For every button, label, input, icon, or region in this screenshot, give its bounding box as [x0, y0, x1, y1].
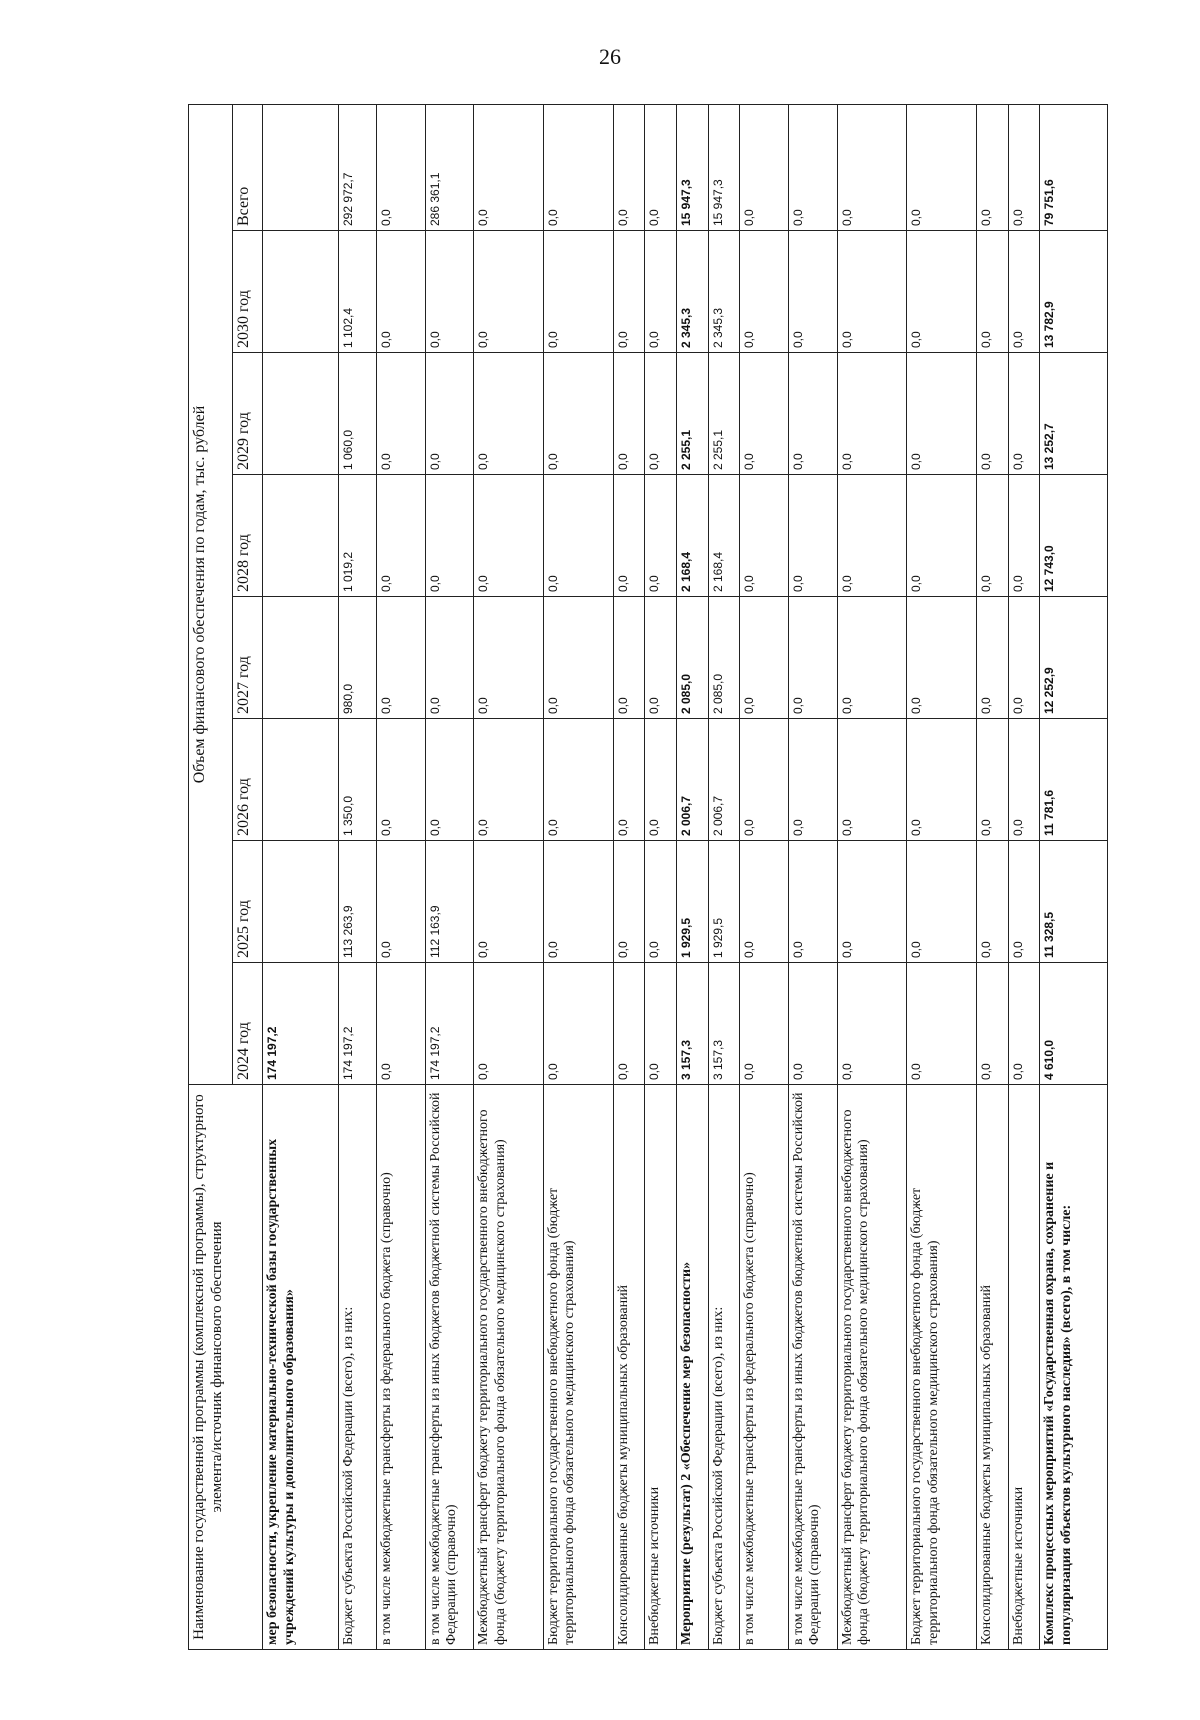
financing-table: [188, 104, 1108, 1650]
cell-value: 2 006,7: [708, 719, 740, 841]
cell-value: 0,0: [543, 475, 613, 597]
cell-value: [263, 231, 339, 353]
row-name: Бюджет территориального государственного внебюджетного фонда (бюджет территориального фонда обязательного медицинского страхования): [907, 1085, 977, 1650]
cell-value: 11 328,5: [1040, 841, 1108, 963]
table-row: [708, 104, 740, 1649]
cell-total: 0,0: [377, 104, 426, 230]
cell-value: 0,0: [837, 719, 907, 841]
table-row: [1008, 104, 1040, 1649]
cell-value: 0,0: [788, 353, 837, 475]
cell-value: 0,0: [788, 719, 837, 841]
cell-value: 0,0: [377, 719, 426, 841]
header-name-column: Наименование государственной программы (комплексной программы), структурного элемента/источник финансового обеспечения: [189, 1085, 263, 1650]
cell-value: 0,0: [474, 231, 544, 353]
table-row: [740, 104, 789, 1649]
cell-value: 0,0: [377, 963, 426, 1085]
cell-value: 11 781,6: [1040, 719, 1108, 841]
cell-total: 0,0: [645, 104, 677, 230]
table-row: [425, 104, 474, 1649]
cell-value: 0,0: [788, 231, 837, 353]
cell-value: 0,0: [1008, 719, 1040, 841]
table-row: [837, 104, 907, 1649]
cell-value: 1 060,0: [339, 353, 377, 475]
cell-value: 0,0: [788, 963, 837, 1085]
row-name: Консолидированные бюджеты муниципальных образований: [976, 1085, 1008, 1650]
header-year: 2024 год: [233, 963, 263, 1085]
row-name: Бюджет территориального государственного внебюджетного фонда (бюджет территориального фонда обязательного медицинского страхования): [543, 1085, 613, 1650]
cell-value: 0,0: [1008, 841, 1040, 963]
cell-value: 0,0: [907, 597, 977, 719]
cell-value: [263, 841, 339, 963]
cell-total: 0,0: [474, 104, 544, 230]
cell-value: 1 102,4: [339, 231, 377, 353]
cell-value: [263, 353, 339, 475]
table-row: [677, 104, 709, 1649]
row-name: Консолидированные бюджеты муниципальных образований: [613, 1085, 645, 1650]
cell-value: 0,0: [837, 353, 907, 475]
row-name: в том числе межбюджетные трансферты из иных бюджетов бюджетной системы Российской Федерации (справочно): [425, 1085, 474, 1650]
cell-value: 0,0: [907, 719, 977, 841]
cell-value: [263, 597, 339, 719]
cell-value: 0,0: [613, 597, 645, 719]
cell-value: 0,0: [377, 597, 426, 719]
cell-value: 0,0: [645, 597, 677, 719]
cell-value: 174 197,2: [263, 963, 339, 1085]
row-name: в том числе межбюджетные трансферты из федерального бюджета (справочно): [740, 1085, 789, 1650]
cell-value: 0,0: [613, 353, 645, 475]
cell-value: 0,0: [837, 963, 907, 1085]
cell-value: 0,0: [645, 841, 677, 963]
cell-total: 0,0: [837, 104, 907, 230]
cell-value: 0,0: [976, 231, 1008, 353]
cell-value: 0,0: [425, 475, 474, 597]
cell-value: 0,0: [788, 475, 837, 597]
cell-value: 0,0: [613, 475, 645, 597]
cell-value: [263, 719, 339, 841]
table-row: [474, 104, 544, 1649]
cell-total: 286 361,1: [425, 104, 474, 230]
cell-value: 174 197,2: [425, 963, 474, 1085]
cell-value: 0,0: [1008, 475, 1040, 597]
page-number: 26: [599, 44, 621, 69]
cell-value: 0,0: [645, 353, 677, 475]
cell-value: 0,0: [976, 963, 1008, 1085]
cell-value: 13 782,9: [1040, 231, 1108, 353]
header-year: 2029 год: [233, 353, 263, 475]
table-row: [788, 104, 837, 1649]
row-name: Бюджет субъекта Российской Федерации (всего), из них:: [708, 1085, 740, 1650]
cell-value: 2 255,1: [708, 353, 740, 475]
cell-total: 15 947,3: [677, 104, 709, 230]
cell-value: 2 345,3: [677, 231, 709, 353]
row-name: Комплекс процессных мероприятий «Государственная охрана, сохранение и популяризация объектов культурного наследия» (всего), в том числе:: [1040, 1085, 1108, 1650]
row-name: в том числе межбюджетные трансферты из федерального бюджета (справочно): [377, 1085, 426, 1650]
cell-value: 174 197,2: [339, 963, 377, 1085]
table-row: [645, 104, 677, 1649]
cell-value: 0,0: [425, 719, 474, 841]
cell-value: 1 350,0: [339, 719, 377, 841]
cell-value: 0,0: [740, 719, 789, 841]
table-row: [1040, 104, 1108, 1649]
cell-value: 0,0: [837, 475, 907, 597]
cell-value: 0,0: [740, 841, 789, 963]
cell-value: 12 252,9: [1040, 597, 1108, 719]
table-row: [377, 104, 426, 1649]
cell-value: 0,0: [788, 597, 837, 719]
row-name: Бюджет субъекта Российской Федерации (всего), из них:: [339, 1085, 377, 1650]
cell-value: 3 157,3: [708, 963, 740, 1085]
cell-total: 0,0: [976, 104, 1008, 230]
cell-value: 0,0: [976, 841, 1008, 963]
cell-value: 2 085,0: [708, 597, 740, 719]
table-row: [339, 104, 377, 1649]
table-body: [263, 104, 1108, 1649]
header-year: 2028 год: [233, 475, 263, 597]
cell-value: 0,0: [907, 475, 977, 597]
cell-value: 113 263,9: [339, 841, 377, 963]
cell-total: [263, 104, 339, 230]
cell-value: 0,0: [976, 597, 1008, 719]
cell-value: 0,0: [740, 963, 789, 1085]
cell-value: 1 929,5: [708, 841, 740, 963]
cell-value: 2 168,4: [708, 475, 740, 597]
cell-value: 0,0: [377, 231, 426, 353]
cell-value: 0,0: [543, 231, 613, 353]
cell-value: 0,0: [474, 597, 544, 719]
cell-value: 2 168,4: [677, 475, 709, 597]
cell-value: 0,0: [907, 963, 977, 1085]
cell-value: [263, 475, 339, 597]
row-name: Внебюджетные источники: [645, 1085, 677, 1650]
cell-value: 2 085,0: [677, 597, 709, 719]
table-row: [976, 104, 1008, 1649]
cell-value: 0,0: [907, 841, 977, 963]
cell-value: 0,0: [645, 475, 677, 597]
cell-value: 0,0: [907, 353, 977, 475]
cell-total: 0,0: [613, 104, 645, 230]
cell-value: 0,0: [976, 475, 1008, 597]
cell-total: 0,0: [788, 104, 837, 230]
cell-value: 0,0: [613, 963, 645, 1085]
cell-value: 0,0: [543, 353, 613, 475]
cell-value: 0,0: [740, 353, 789, 475]
row-name: Мероприятие (результат) 2 «Обеспечение мер безопасности»: [677, 1085, 709, 1650]
header-year: 2026 год: [233, 719, 263, 841]
cell-total: 15 947,3: [708, 104, 740, 230]
cell-value: 0,0: [474, 353, 544, 475]
cell-value: 0,0: [837, 597, 907, 719]
cell-value: 0,0: [1008, 597, 1040, 719]
cell-value: 0,0: [377, 841, 426, 963]
table-row: [907, 104, 977, 1649]
cell-value: 112 163,9: [425, 841, 474, 963]
row-name: Межбюджетный трансферт бюджету территориального государственного внебюджетного фонда (бюджету территориального фонда обязательного медицинского страхования): [837, 1085, 907, 1650]
cell-value: 0,0: [976, 353, 1008, 475]
cell-value: 0,0: [613, 231, 645, 353]
cell-value: 0,0: [740, 231, 789, 353]
row-name: мер безопасности, укрепление материально-технической базы государственных учреждений культуры и дополнительного образования»: [263, 1085, 339, 1650]
cell-value: 4 610,0: [1040, 963, 1108, 1085]
cell-value: 0,0: [976, 719, 1008, 841]
table-row: [613, 104, 645, 1649]
cell-value: 0,0: [1008, 963, 1040, 1085]
cell-value: 0,0: [425, 597, 474, 719]
cell-value: 0,0: [1008, 353, 1040, 475]
rotated-table-container: [188, 105, 1108, 1650]
cell-value: 0,0: [645, 963, 677, 1085]
cell-value: 2 255,1: [677, 353, 709, 475]
cell-value: 0,0: [543, 963, 613, 1085]
cell-total: 79 751,6: [1040, 104, 1108, 230]
header-year: 2030 год: [233, 231, 263, 353]
header-total: Всего: [233, 104, 263, 230]
cell-total: 0,0: [907, 104, 977, 230]
cell-value: 0,0: [543, 841, 613, 963]
cell-total: 292 972,7: [339, 104, 377, 230]
cell-value: 0,0: [837, 841, 907, 963]
cell-value: 0,0: [377, 353, 426, 475]
cell-value: 2 006,7: [677, 719, 709, 841]
cell-value: 0,0: [377, 475, 426, 597]
cell-value: 980,0: [339, 597, 377, 719]
cell-value: 0,0: [740, 475, 789, 597]
row-name: в том числе межбюджетные трансферты из иных бюджетов бюджетной системы Российской Федерации (справочно): [788, 1085, 837, 1650]
cell-value: 0,0: [474, 719, 544, 841]
header-year: 2025 год: [233, 841, 263, 963]
cell-total: 0,0: [543, 104, 613, 230]
cell-value: 0,0: [474, 475, 544, 597]
cell-value: 0,0: [425, 231, 474, 353]
cell-value: 0,0: [543, 597, 613, 719]
cell-value: 0,0: [425, 353, 474, 475]
table-row: [543, 104, 613, 1649]
cell-value: 0,0: [645, 231, 677, 353]
cell-value: 0,0: [907, 231, 977, 353]
cell-value: 12 743,0: [1040, 475, 1108, 597]
cell-value: 1 019,2: [339, 475, 377, 597]
cell-value: 0,0: [543, 719, 613, 841]
row-name: Межбюджетный трансферт бюджету территориального государственного внебюджетного фонда (бюджету территориального фонда обязательного медицинского страхования): [474, 1085, 544, 1650]
cell-value: 13 252,7: [1040, 353, 1108, 475]
cell-value: 0,0: [837, 231, 907, 353]
cell-value: 0,0: [788, 841, 837, 963]
cell-value: 0,0: [613, 841, 645, 963]
row-name: Внебюджетные источники: [1008, 1085, 1040, 1650]
cell-total: 0,0: [1008, 104, 1040, 230]
cell-value: 0,0: [740, 597, 789, 719]
cell-value: 0,0: [613, 719, 645, 841]
cell-value: 0,0: [1008, 231, 1040, 353]
cell-value: 0,0: [645, 719, 677, 841]
cell-value: 0,0: [474, 963, 544, 1085]
cell-value: 1 929,5: [677, 841, 709, 963]
table-row: [263, 104, 339, 1649]
cell-value: 0,0: [474, 841, 544, 963]
header-year: 2027 год: [233, 597, 263, 719]
cell-value: 2 345,3: [708, 231, 740, 353]
cell-value: 3 157,3: [677, 963, 709, 1085]
header-volume: Объем финансового обеспечения по годам, тыс. рублей: [189, 104, 233, 1084]
cell-total: 0,0: [740, 104, 789, 230]
